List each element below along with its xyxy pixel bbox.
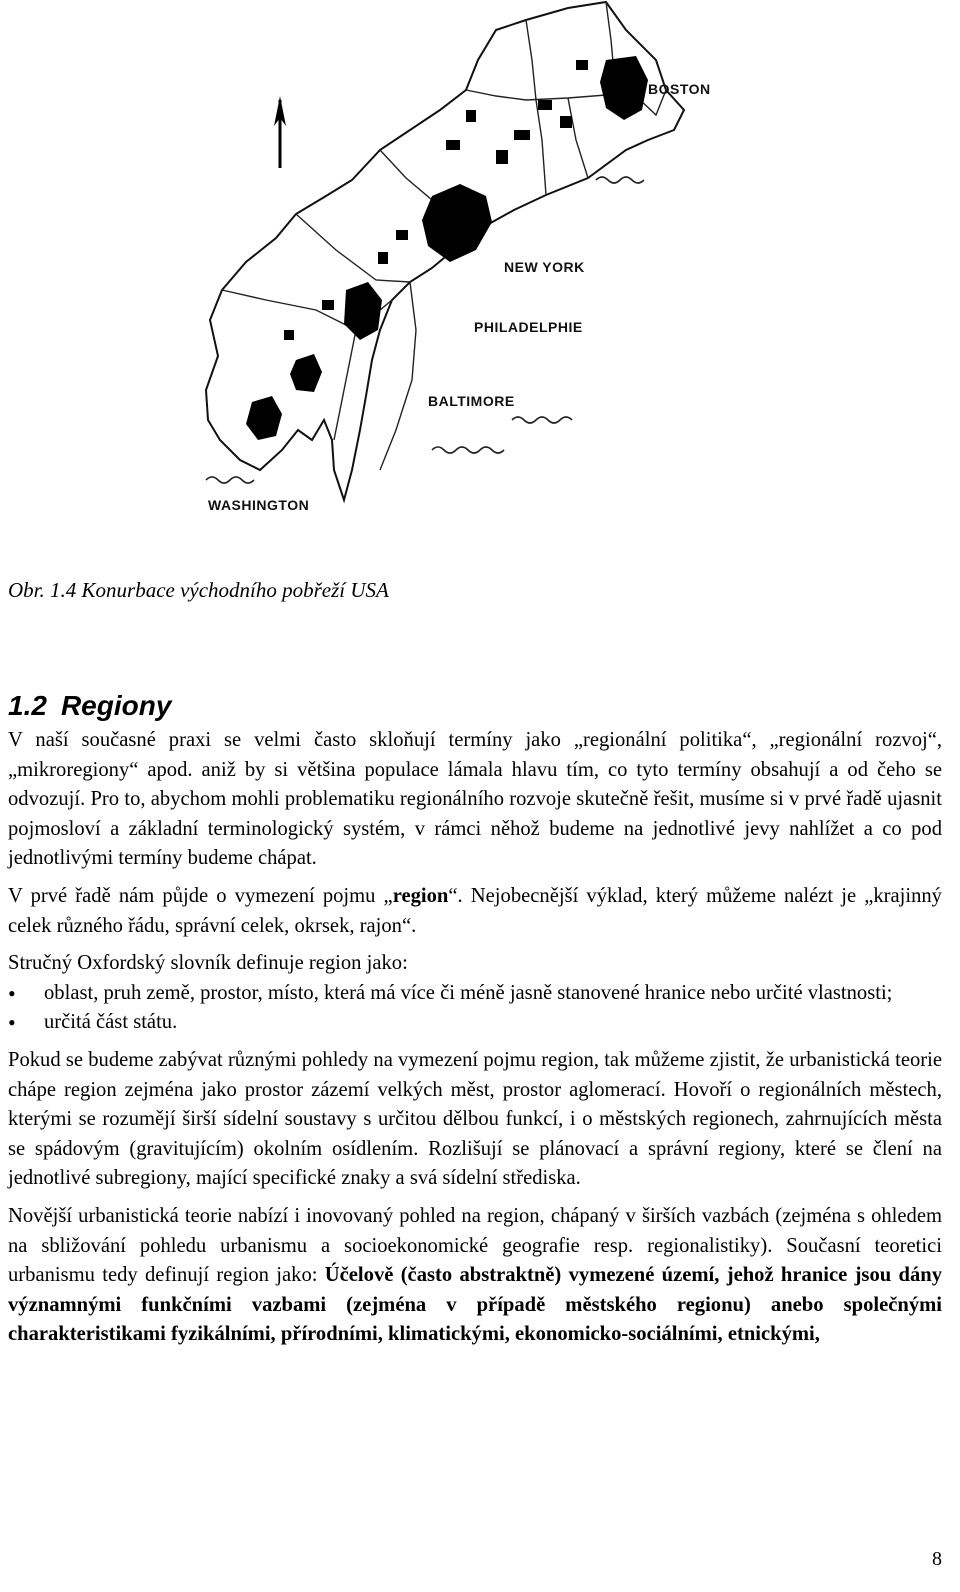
section-title: Regiony xyxy=(60,690,172,721)
north-arrow-icon xyxy=(274,96,286,168)
list-item: • určitá část státu. xyxy=(8,1008,942,1038)
label-philadelphia: PHILADELPHIE xyxy=(474,319,583,335)
figure-caption: Obr. 1.4 Konurbace východního pobřeží USA xyxy=(8,578,389,602)
section-number: 1.2 xyxy=(8,690,47,721)
paragraph-oxford: Stručný Oxfordský slovník definuje region jako: xyxy=(8,952,408,975)
conurbation-map xyxy=(196,0,716,570)
p2-text-after: “. Nejobecnější výklad, který můžeme nalézt je „krajinný celek různého řádu, správní celek, okrsek, rajon“. xyxy=(8,884,942,937)
paragraph-intro: V naší současné praxi se velmi často skloňují termíny jako „regionální politika“, „regionální rozvoj“, „mikroregiony“ apod. aniž by si většina populace lámala hlavu tím, co tyto termíny obsahují a od čeho se odvozují. Pro to, abychom mohli problematiku regionálního rozvoje skutečně řešit, musíme si v prvé řadě ujasnit pojmosloví a základní terminologický systém, v rámci něhož budeme na jednotlivé jevy nahlížet a co pod jednotlivými termíny budeme chápat. xyxy=(8,729,942,870)
label-baltimore: BALTIMORE xyxy=(428,393,515,409)
section-heading xyxy=(8,690,171,722)
paragraph-region-definition xyxy=(8,882,942,941)
p2-bold-term: region xyxy=(392,884,449,907)
definition-list xyxy=(8,979,942,1038)
page-number: 8 xyxy=(932,1548,942,1570)
p2-text-before: V prvé řadě nám půjde o vymezení pojmu „ xyxy=(8,884,393,907)
p5-bold-definition: Účelově (často abstraktně) vymezené území, jehož hranice jsou dány významnými funkčními vazbami (zejména v případě městského regionu) anebo společnými charakteristikami fyzikálními, přírodními, klimatickými, ekonomicko-sociálními, etnickými, xyxy=(8,1264,943,1346)
list-item: • oblast, pruh země, prostor, místo, která má více či méně jasně stanovené hranice nebo určité vlastnosti; xyxy=(8,979,942,1009)
paragraph-urban-theory: Pokud se budeme zabývat různými pohledy na vymezení pojmu region, tak můžeme zjistit, že urbanistická teorie chápe region zejména jako prostor zázemí velkých měst, prostor aglomerací. Hovoří o regionálních městech, kterými se rozumějí širší sídelní soustavy s určitou dělbou funkcí, i o městských regionech, zahrnujících města se spádovým (gravitujícím) okolním osídlením. Rozlišují se plánovací a správní regiony, které se člení na jednotlivé subregiony, mající specifické znaky a svá sídelní střediska. xyxy=(8,1048,942,1190)
label-new-york: NEW YORK xyxy=(504,259,585,275)
map-drawing xyxy=(196,0,716,570)
p5-text-before: Novější urbanistická teorie nabízí i inovovaný pohled na region, chápaný v širších vazbách (zejména s ohledem na sbližování pohledu urbanismu a socioekonomické geografie resp. regionalistiky). Současní teoretici urbanismu tedy definují region jako: xyxy=(8,1204,942,1287)
label-boston: BOSTON xyxy=(648,81,711,97)
paragraph-new-theory xyxy=(8,1202,942,1350)
body-text xyxy=(8,726,942,1358)
label-washington: WASHINGTON xyxy=(208,497,310,513)
